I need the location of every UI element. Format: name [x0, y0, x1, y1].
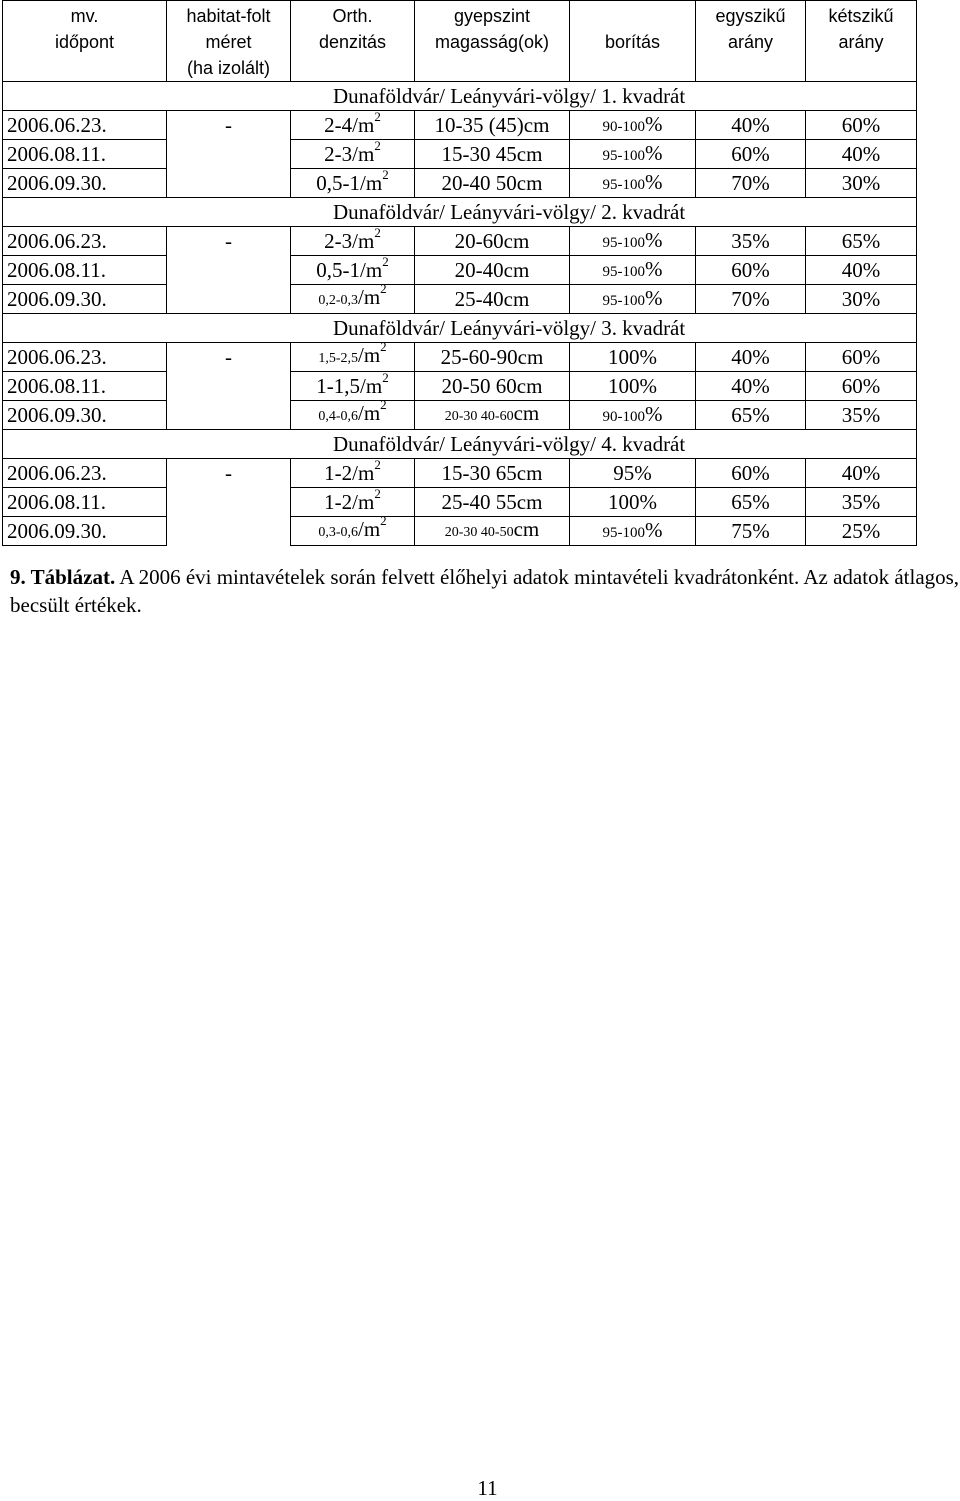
- cell-patch: [167, 256, 291, 285]
- cover-value: 95-100: [602, 234, 645, 251]
- cell-single: 40%: [696, 343, 806, 372]
- cell-height: [415, 169, 570, 198]
- density-unit: /m: [358, 343, 381, 367]
- cell-height: [415, 285, 570, 314]
- table-row: [3, 459, 917, 488]
- height-unit: cm: [513, 401, 540, 425]
- header-patch-line: méret: [205, 32, 252, 52]
- cell-double: 30%: [806, 285, 917, 314]
- cell-density: [291, 372, 415, 401]
- header-row: [3, 1, 917, 82]
- height-value: 20-60cm: [454, 229, 530, 253]
- density-value: 1,5-2,5: [318, 351, 358, 366]
- cell-patch: -: [167, 111, 291, 140]
- cell-double: 65%: [806, 227, 917, 256]
- table-row: [3, 256, 917, 285]
- cell-height: [415, 343, 570, 372]
- header-date: [3, 1, 167, 82]
- density-unit: /m: [352, 461, 375, 485]
- height-value: 20-40cm: [454, 258, 530, 282]
- density-unit: /m: [352, 142, 375, 166]
- table-row: [3, 227, 917, 256]
- cover-percent: %: [645, 140, 663, 165]
- density-unit: /m: [360, 258, 383, 282]
- cell-patch: [167, 140, 291, 169]
- header-patch: [167, 1, 291, 82]
- cell-single: 70%: [696, 169, 806, 198]
- cover-percent: %: [639, 374, 657, 398]
- cell-double: 60%: [806, 111, 917, 140]
- cell-height: [415, 517, 570, 546]
- cover-value: 100: [608, 374, 640, 398]
- density-value: 2-3: [324, 229, 353, 253]
- cell-single: 75%: [696, 517, 806, 546]
- cover-value: 95-100: [602, 292, 645, 309]
- height-value: 15-30 65cm: [441, 461, 543, 485]
- table-row: [3, 285, 917, 314]
- cover-percent: %: [639, 490, 657, 514]
- header-single-line: egyszikű: [715, 6, 786, 26]
- cover-percent: %: [645, 256, 663, 281]
- section-title: Dunaföldvár/ Leányvári-völgy/ 2. kvadrát: [3, 198, 917, 227]
- table-header: [3, 1, 917, 82]
- header-cover: [570, 1, 696, 82]
- cell-density: [291, 401, 415, 430]
- cell-double: 35%: [806, 488, 917, 517]
- section-title: Dunaföldvár/ Leányvári-völgy/ 3. kvadrát: [3, 314, 917, 343]
- table-row: [3, 111, 917, 140]
- cover-value: 100: [608, 490, 640, 514]
- density-unit: /m: [360, 171, 383, 195]
- cell-density: [291, 517, 415, 546]
- cell-height: [415, 372, 570, 401]
- cell-double: 60%: [806, 343, 917, 372]
- cell-single: 65%: [696, 488, 806, 517]
- density-value: 0,5-1: [316, 171, 361, 195]
- cell-single: 60%: [696, 256, 806, 285]
- cell-single: 40%: [696, 111, 806, 140]
- cover-value: 100: [608, 345, 640, 369]
- density-exponent: 2: [382, 168, 389, 182]
- density-unit: /m: [358, 517, 381, 541]
- header-double-line: arány: [838, 32, 884, 52]
- header-density-line: denzitás: [318, 32, 387, 52]
- cell-patch: [167, 285, 291, 314]
- cell-date: 2006.06.23.: [3, 111, 167, 140]
- density-exponent: 2: [374, 487, 381, 501]
- cell-density: [291, 111, 415, 140]
- density-value: 0,2-0,3: [318, 293, 358, 308]
- table-row: [3, 488, 917, 517]
- data-table: [2, 0, 917, 546]
- cell-double: 60%: [806, 372, 917, 401]
- cell-single: 60%: [696, 459, 806, 488]
- cell-cover: [570, 372, 696, 401]
- header-date-line: mv.: [70, 6, 99, 26]
- cell-patch: [167, 401, 291, 430]
- table-row: [3, 517, 917, 546]
- header-height-line: magasság(ok): [434, 32, 550, 52]
- cell-density: [291, 285, 415, 314]
- cell-patch: [167, 517, 291, 546]
- cell-double: 40%: [806, 140, 917, 169]
- cover-percent: %: [634, 461, 652, 485]
- cell-height: [415, 488, 570, 517]
- cover-percent: %: [639, 345, 657, 369]
- cell-patch: -: [167, 459, 291, 488]
- density-value: 2-4: [324, 113, 353, 137]
- height-unit: cm: [513, 517, 540, 541]
- cover-value: 90-100: [602, 408, 645, 425]
- height-value: 20-30 40-50: [444, 525, 514, 540]
- cover-percent: %: [645, 227, 663, 252]
- density-exponent: 2: [382, 255, 389, 269]
- table-row: [3, 343, 917, 372]
- cell-date: 2006.08.11.: [3, 256, 167, 285]
- section-title: Dunaföldvár/ Leányvári-völgy/ 4. kvadrát: [3, 430, 917, 459]
- cell-density: [291, 343, 415, 372]
- cell-date: 2006.09.30.: [3, 285, 167, 314]
- density-exponent: 2: [374, 226, 381, 240]
- cover-value: 95-100: [602, 524, 645, 541]
- height-value: 20-50 60cm: [441, 374, 543, 398]
- cell-date: 2006.06.23.: [3, 459, 167, 488]
- cover-percent: %: [645, 285, 663, 310]
- cell-height: [415, 111, 570, 140]
- header-single-line: arány: [727, 32, 774, 52]
- height-value: 10-35 (45)cm: [434, 113, 550, 137]
- density-exponent: 2: [374, 139, 381, 153]
- cell-patch: [167, 488, 291, 517]
- cell-cover: [570, 459, 696, 488]
- header-single: [696, 1, 806, 82]
- density-value: 0,5-1: [316, 258, 361, 282]
- density-value: 2-3: [324, 142, 353, 166]
- cell-density: [291, 140, 415, 169]
- density-unit: /m: [352, 229, 375, 253]
- header-density-line: Orth.: [332, 6, 373, 26]
- density-exponent: 2: [380, 284, 387, 296]
- header-double: [806, 1, 917, 82]
- cell-double: 25%: [806, 517, 917, 546]
- cell-single: 70%: [696, 285, 806, 314]
- caption-text: A 2006 évi mintavételek során felvett élőhelyi adatok mintavételi kvadrátonként. Az adatok átlagos, becsült értékek.: [10, 565, 960, 617]
- height-value: 20-40 50cm: [441, 171, 543, 195]
- height-value: 15-30 45cm: [441, 142, 543, 166]
- cell-patch: -: [167, 343, 291, 372]
- density-value: 0,3-0,6: [318, 525, 358, 540]
- cover-percent: %: [645, 111, 663, 136]
- cover-percent: %: [645, 517, 663, 542]
- height-value: 25-40cm: [454, 287, 530, 311]
- cell-density: [291, 459, 415, 488]
- table-row: [3, 401, 917, 430]
- cell-patch: [167, 169, 291, 198]
- header-density: [291, 1, 415, 82]
- cell-date: 2006.09.30.: [3, 401, 167, 430]
- density-unit: /m: [352, 113, 375, 137]
- cell-single: 60%: [696, 140, 806, 169]
- cell-height: [415, 459, 570, 488]
- cell-double: 35%: [806, 401, 917, 430]
- header-patch-line: (ha izolált): [186, 58, 271, 78]
- cell-date: 2006.06.23.: [3, 227, 167, 256]
- cover-value: 90-100: [602, 118, 645, 135]
- cell-cover: [570, 227, 696, 256]
- cell-cover: [570, 401, 696, 430]
- cell-single: 35%: [696, 227, 806, 256]
- density-exponent: 2: [382, 371, 389, 385]
- header-height: [415, 1, 570, 82]
- density-value: 1-1,5: [316, 374, 361, 398]
- density-value: 1-2: [324, 490, 353, 514]
- cover-value: 95-100: [602, 147, 645, 164]
- cell-date: 2006.08.11.: [3, 140, 167, 169]
- cell-height: [415, 256, 570, 285]
- cell-date: 2006.08.11.: [3, 372, 167, 401]
- height-value: 25-40 55cm: [441, 490, 543, 514]
- table-caption: [10, 563, 960, 619]
- cell-double: 40%: [806, 459, 917, 488]
- cell-patch: [167, 372, 291, 401]
- cell-date: 2006.08.11.: [3, 488, 167, 517]
- cell-density: [291, 169, 415, 198]
- cell-date: 2006.09.30.: [3, 169, 167, 198]
- cell-single: 40%: [696, 372, 806, 401]
- cell-cover: [570, 488, 696, 517]
- cover-value: 95-100: [602, 176, 645, 193]
- cell-density: [291, 227, 415, 256]
- cover-percent: %: [645, 401, 663, 426]
- height-value: 20-30 40-60: [444, 409, 514, 424]
- cell-density: [291, 256, 415, 285]
- cover-percent: %: [645, 169, 663, 194]
- cover-value: 95-100: [602, 263, 645, 280]
- cell-date: 2006.06.23.: [3, 343, 167, 372]
- density-exponent: 2: [380, 400, 387, 412]
- table-row: [3, 140, 917, 169]
- density-unit: /m: [358, 401, 381, 425]
- header-double-line: kétszikű: [828, 6, 894, 26]
- density-exponent: 2: [380, 342, 387, 354]
- cell-patch: -: [167, 227, 291, 256]
- density-unit: /m: [352, 490, 375, 514]
- caption-label: 9. Táblázat.: [10, 565, 116, 589]
- page-number: 11: [477, 1476, 498, 1500]
- density-value: 0,4-0,6: [318, 409, 358, 424]
- cell-double: 40%: [806, 256, 917, 285]
- section-row: [3, 198, 917, 227]
- cell-date: 2006.09.30.: [3, 517, 167, 546]
- density-unit: /m: [360, 374, 383, 398]
- header-patch-line: habitat-folt: [186, 6, 271, 26]
- section-row: [3, 314, 917, 343]
- table-row: [3, 169, 917, 198]
- cell-cover: [570, 169, 696, 198]
- cell-cover: [570, 343, 696, 372]
- header-date-line: időpont: [54, 32, 115, 52]
- cell-height: [415, 401, 570, 430]
- section-row: [3, 430, 917, 459]
- density-unit: /m: [358, 285, 381, 309]
- cell-height: [415, 227, 570, 256]
- cell-single: 65%: [696, 401, 806, 430]
- cell-cover: [570, 256, 696, 285]
- cell-cover: [570, 111, 696, 140]
- density-value: 1-2: [324, 461, 353, 485]
- height-value: 25-60-90cm: [440, 345, 544, 369]
- section-row: [3, 82, 917, 111]
- header-cover-line: borítás: [604, 32, 661, 52]
- cell-density: [291, 488, 415, 517]
- cell-cover: [570, 517, 696, 546]
- cell-cover: [570, 140, 696, 169]
- cover-value: 95: [613, 461, 635, 485]
- header-height-line: gyepszint: [453, 6, 531, 26]
- cell-double: 30%: [806, 169, 917, 198]
- density-exponent: 2: [374, 458, 381, 472]
- density-exponent: 2: [374, 110, 381, 124]
- cell-height: [415, 140, 570, 169]
- table-body: [3, 82, 917, 546]
- section-title: Dunaföldvár/ Leányvári-völgy/ 1. kvadrát: [3, 82, 917, 111]
- density-exponent: 2: [380, 516, 387, 528]
- cell-cover: [570, 285, 696, 314]
- table-row: [3, 372, 917, 401]
